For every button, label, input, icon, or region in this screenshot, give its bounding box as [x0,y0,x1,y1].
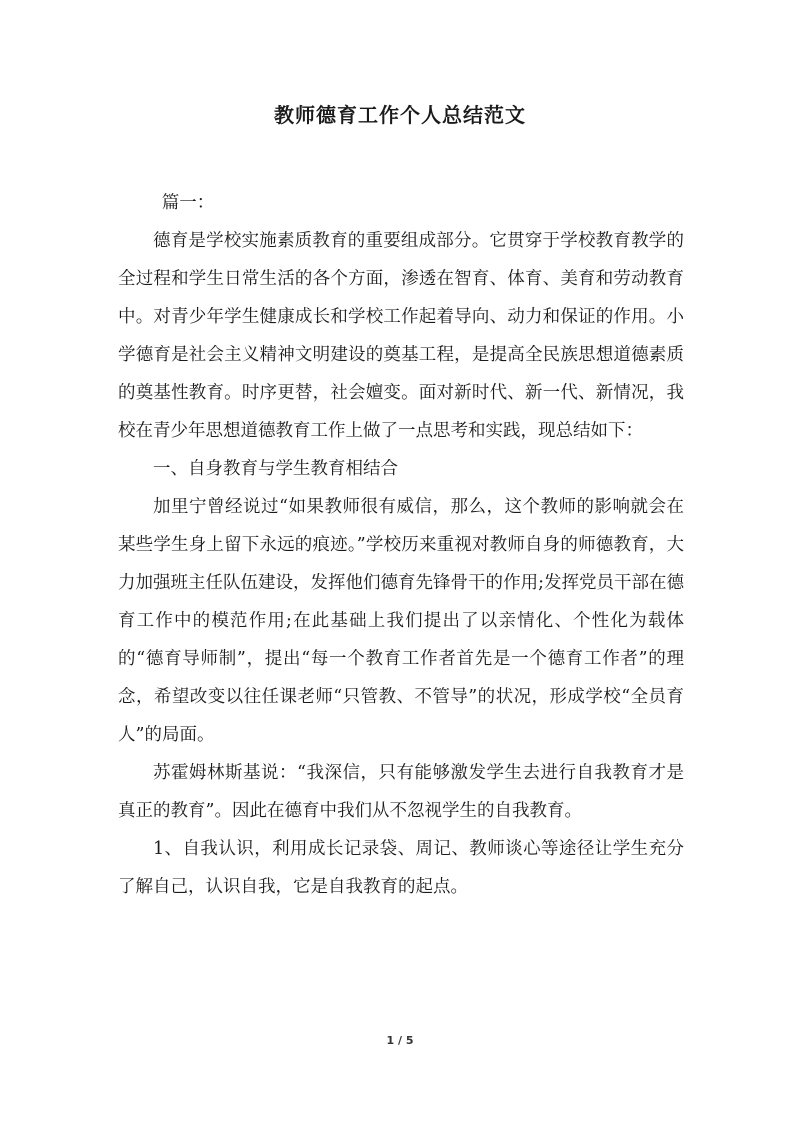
section-heading: 一、自身教育与学生教育相结合 [153,459,398,479]
document-title: 教师德育工作个人总结范文 [274,103,526,127]
page-number: 1 / 5 [386,1034,414,1047]
document-body [118,184,684,906]
section-label: 篇一： [161,193,215,213]
paragraph-kalinin-quote: 加里宁曾经说过“如果教师很有威信，那么，这个教师的影响就会在某些学生身上留下永远的痕迹。”学校历来重视对教师自身的师德教育，大力加强班主任队伍建设，发挥他们德育先锋骨干的作用;发挥党员干部在德育工作中的模范作用;在此基础上我们提出了以亲情化、个性化为载体的“德育导师制”，提出“每一个教育工作者首先是一个德育工作者”的理念，希望改变以往任课老师“只管教、不管导”的状况，形成学校“全员育人”的局面。 [118,497,684,745]
paragraph-self-awareness: 1、自我认识，利用成长记录袋、周记、教师谈心等途径让学生充分了解自己，认识自我，它是自我教育的起点。 [118,839,684,897]
paragraph-intro: 德育是学校实施素质教育的重要组成部分。它贯穿于学校教育教学的全过程和学生日常生活的各个方面，渗透在智育、体育、美育和劳动教育中。对青少年学生健康成长和学校工作起着导向、动力和保证的作用。小学德育是社会主义精神文明建设的奠基工程，是提高全民族思想道德素质的奠基性教育。时序更替，社会嬗变。面对新时代、新一代、新情况，我校在青少年思想道德教育工作上做了一点思考和实践，现总结如下： [118,231,684,441]
paragraph-sukhomlinsky-quote: 苏霍姆林斯基说：“我深信，只有能够激发学生去进行自我教育才是真正的教育”。因此在德育中我们从不忽视学生的自我教育。 [118,763,684,821]
